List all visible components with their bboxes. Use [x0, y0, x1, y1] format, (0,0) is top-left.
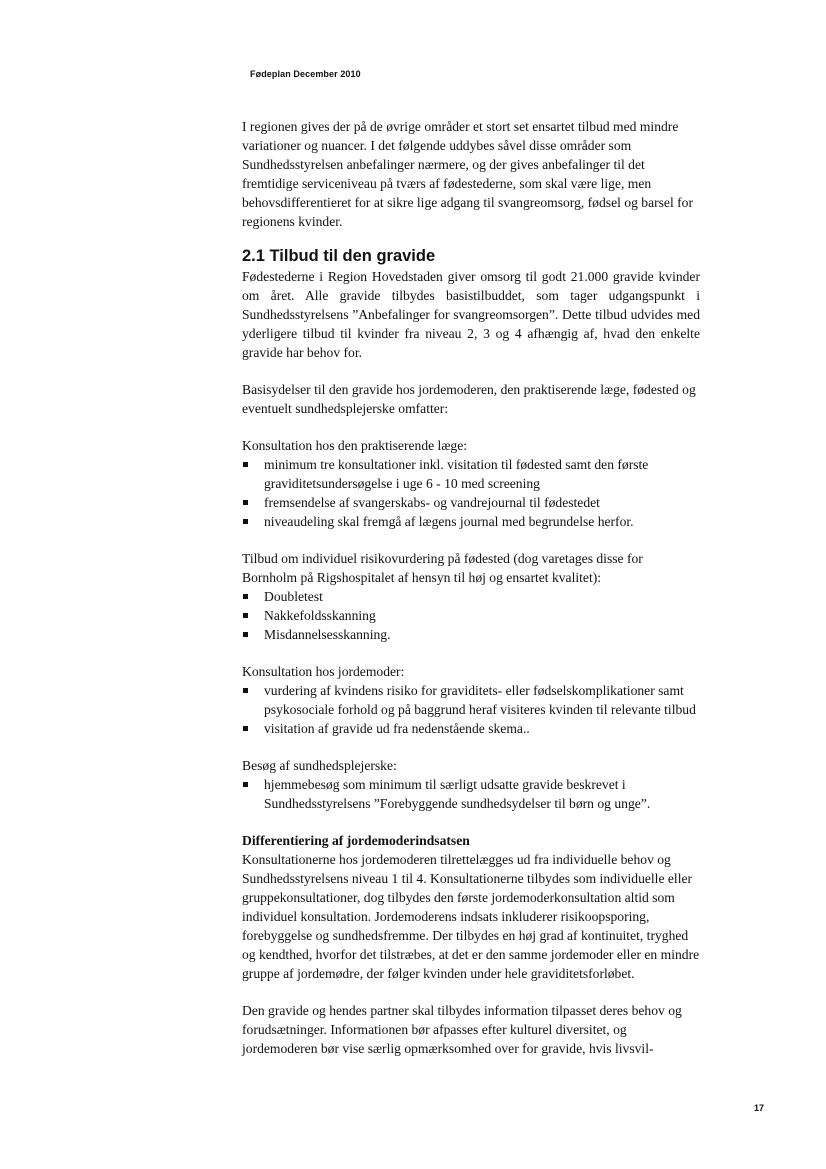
subheading: Differentiering af jordemoderindsatsen [242, 833, 470, 848]
list-item: Doubletest [242, 587, 700, 606]
page-number: 17 [754, 1103, 765, 1113]
list-1 [242, 455, 700, 531]
section-paragraph-2: Basisydelser til den gravide hos jordemoderen, den praktiserende læge, fødested og eventuelt sundhedsplejerske omfatter: [242, 382, 696, 416]
list-item: hjemmebesøg som minimum til særligt udsatte gravide beskrevet i Sundhedsstyrelsens ”Forebyggende sundhedsydelser til børn og unge”. [242, 775, 700, 813]
list-item: Misdannelsesskanning. [242, 625, 700, 644]
list-4 [242, 775, 700, 813]
list-3 [242, 681, 700, 738]
list-1-title: Konsultation hos den praktiserende læge: [242, 438, 468, 453]
page-body [242, 117, 700, 1058]
list-item: niveaudeling skal fremgå af lægens journal med begrundelse herfor. [242, 512, 700, 531]
list-2-title: Tilbud om individuel risikovurdering på fødested (dog varetages disse for Bornholm på Rigshospitalet af hensyn til høj og ensartet kvalitet): [242, 551, 643, 585]
section-paragraph-1: Fødestederne i Region Hovedstaden giver omsorg til godt 21.000 gravide kvinder om året. Alle gravide tilbydes basistilbuddet, som tager udgangspunkt i Sundhedsstyrelsens ”Anbefalinger for svangreomsorgen”. Dette tilbud udvides med yderligere tilbud til kvinder fra niveau 2, 3 og 4 afhængig af, hvad den enkelte gravide har behov for. [242, 269, 700, 360]
list-item: visitation af gravide ud fra nedenstående skema.. [242, 719, 700, 738]
section-paragraph-3: Konsultationerne hos jordemoderen tilrettelægges ud fra individuelle behov og Sundhedsstyrelsens niveau 1 til 4. Konsultationerne tilbydes som individuelle eller gruppekonsultationer, dog tilbydes den første jordemoderkonsultation altid som individuel konsultation. Jordemoderens indsats inkluderer risikoopsporing, forebyggelse og sundhedsfremme. Der tilbydes en høj grad af kontinuitet, tryghed og kendthed, hvorfor det tilstræbes, at det er den samme jordemoder eller en mindre gruppe af jordemødre, der følger kvinden under hele graviditetsforløbet. [242, 852, 700, 981]
list-3-title: Konsultation hos jordemoder: [242, 664, 405, 679]
list-item: Nakkefoldsskanning [242, 606, 700, 625]
section-paragraph-4: Den gravide og hendes partner skal tilbydes information tilpasset deres behov og forudsætninger. Informationen bør afpasses efter kulturel diversitet, og jordemoderen bør vise særlig opmærksomhed over for gravide, hvis livsvil- [242, 1003, 682, 1056]
list-4-title: Besøg af sundhedsplejerske: [242, 758, 397, 773]
list-item: fremsendelse af svangerskabs- og vandrejournal til fødestedet [242, 493, 700, 512]
intro-paragraph: I regionen gives der på de øvrige områder et stort set ensartet tilbud med mindre variationer og nuancer. I det følgende uddybes såvel disse områder som Sundhedsstyrelsen anbefalinger nærmere, og der gives anbefalinger til det fremtidige serviceniveau på tværs af fødestederne, som skal være lige, men behovsdifferentieret for at sikre lige adgang til svangreomsorg, fødsel og barsel for regionens kvinder. [242, 119, 693, 229]
list-item: minimum tre konsultationer inkl. visitation til fødested samt den første graviditetsundersøgelse i uge 6 - 10 med screening [242, 455, 700, 493]
running-header: Fødeplan December 2010 [250, 69, 361, 79]
list-item: vurdering af kvindens risiko for graviditets- eller fødselskomplikationer samt psykosociale forhold og på baggrund heraf visiteres kvinden til relevante tilbud [242, 681, 700, 719]
list-2 [242, 587, 700, 644]
section-heading: 2.1 Tilbud til den gravide [242, 247, 436, 265]
